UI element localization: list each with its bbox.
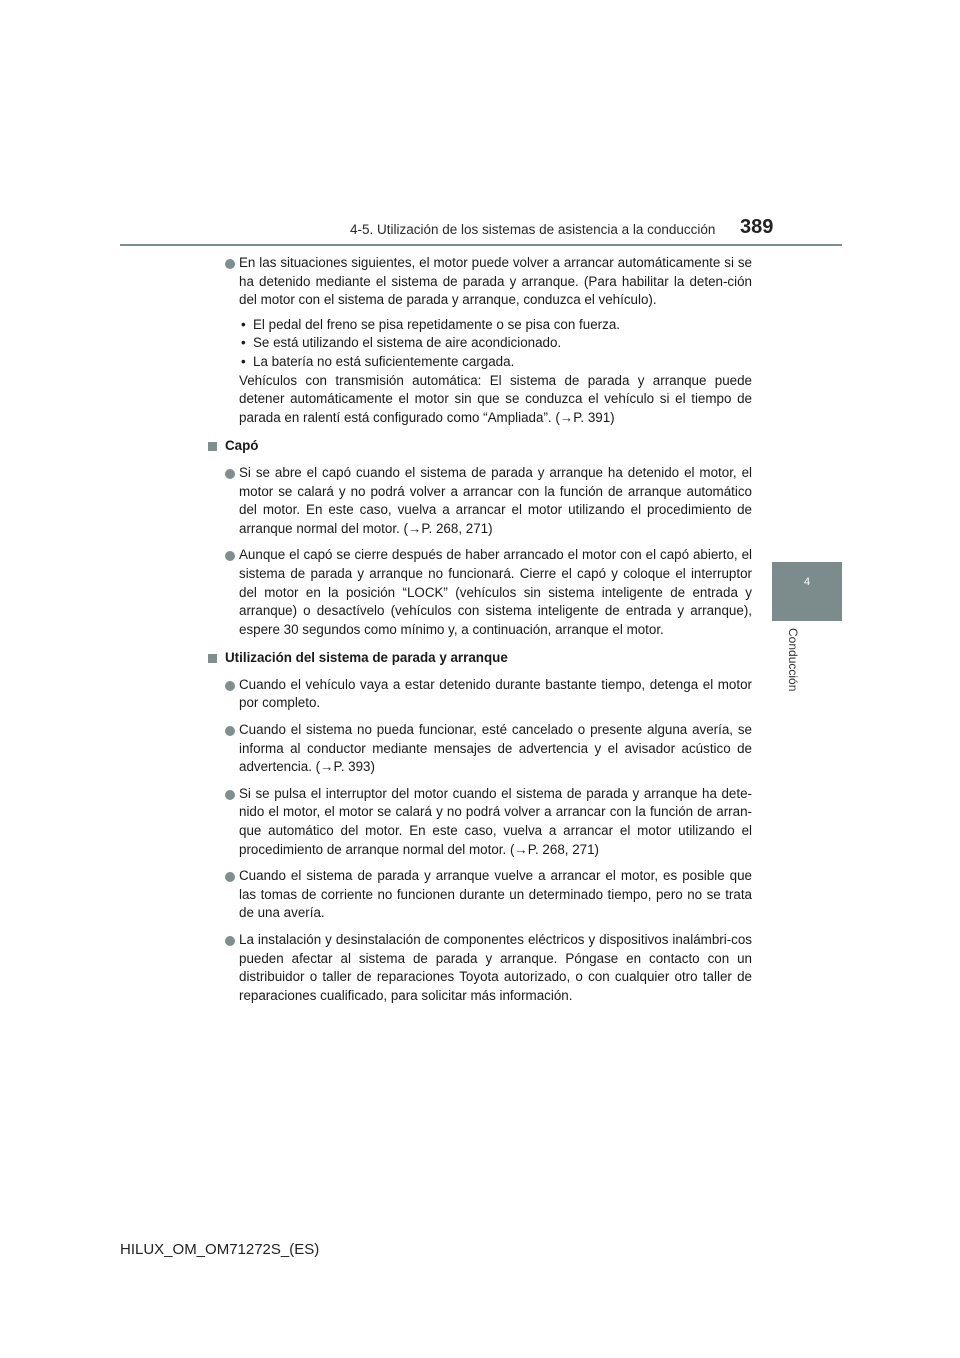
circle-bullet-icon bbox=[225, 726, 235, 736]
sub-note: Vehículos con transmisión automática: El sistema de parada y arranque puede detener automáticamente el motor sin que se conduzca el vehículo si el tiempo de parada en ralentí está configurado como “Ampliada”. (→P. 391) bbox=[239, 372, 752, 425]
sub-list bbox=[239, 316, 752, 428]
header-divider bbox=[120, 244, 842, 246]
bullet-item: Cuando el sistema de parada y arranque vuelve a arrancar el motor, es posible que las tomas de corriente no funcionen durante un determinado tiempo, pero no se trata de una avería. bbox=[206, 867, 752, 923]
small-dot-icon: • bbox=[241, 335, 246, 351]
page-content bbox=[206, 254, 752, 1013]
square-bullet-icon bbox=[208, 654, 217, 663]
bullet-item: Aunque el capó se cierre después de haber arrancado el motor con el capó abierto, el sistema de parada y arranque no funcionará. Cierre el capó y coloque el interruptor del motor en la posición “LOCK” (vehículos sin sistema inteligente de entrada y arranque) o desactívelo (vehículos con sistema inteligente de entrada y arranque), espere 30 segundos como mínimo y, a continuación, arranque el motor. bbox=[206, 546, 752, 639]
circle-bullet-icon bbox=[225, 469, 235, 479]
sub-list-item: • Se está utilizando el sistema de aire acondicionado. bbox=[239, 334, 752, 353]
circle-bullet-icon bbox=[225, 259, 235, 269]
chapter-tab[interactable] bbox=[772, 562, 842, 621]
chapter-tab-label: Conducción bbox=[786, 628, 800, 692]
chapter-header-title: 4-5. Utilización de los sistemas de asistencia a la conducción bbox=[350, 222, 716, 237]
bullet-text: En las situaciones siguientes, el motor puede volver a arrancar automáticamente si se ha detenido mediante el sistema de parada y arranque. (Para habilitar la deten-ción del motor con el sistema de parada y arranque, conduzca el vehículo). bbox=[239, 255, 752, 308]
circle-bullet-icon bbox=[225, 681, 235, 691]
chapter-tab-number: 4 bbox=[803, 576, 811, 588]
bullet-item: Si se pulsa el interruptor del motor cuando el sistema de parada y arranque ha dete-nido el motor, el motor se calará y no podrá volver a arrancar con la función de arran-que automático del motor. En este caso, vuelva a arrancar el motor utilizando el procedimiento de arranque normal del motor. (→P. 268, 271) bbox=[206, 785, 752, 859]
section-heading-capo: Capó bbox=[206, 437, 752, 456]
circle-bullet-icon bbox=[225, 872, 235, 882]
square-bullet-icon bbox=[208, 442, 217, 451]
page-number: 389 bbox=[740, 216, 774, 238]
bullet-item: La instalación y desinstalación de componentes eléctricos y dispositivos inalámbri-cos pueden afectar al sistema de parada y arranque. Póngase en contacto con un distribuidor o taller de reparaciones Toyota autorizado, o con cualquier otro taller de reparaciones cualificado, para solicitar más información. bbox=[206, 931, 752, 1005]
circle-bullet-icon bbox=[225, 790, 235, 800]
sub-list-item: • El pedal del freno se pisa repetidamente o se pisa con fuerza. bbox=[239, 316, 752, 335]
small-dot-icon: • bbox=[241, 353, 246, 369]
section-heading-utilizacion: Utilización del sistema de parada y arranque bbox=[206, 649, 752, 668]
small-dot-icon: • bbox=[241, 316, 246, 332]
document-code: HILUX_OM_OM71272S_(ES) bbox=[120, 1241, 320, 1258]
bullet-item: Si se abre el capó cuando el sistema de parada y arranque ha detenido el motor, el motor se calará y no podrá volver a arrancar con la función de arranque automático del motor. En este caso, vuelva a arrancar el motor utilizando el procedimiento de arranque normal del motor. (→P. 268, 271) bbox=[206, 464, 752, 538]
circle-bullet-icon bbox=[225, 936, 235, 946]
bullet-item: Cuando el vehículo vaya a estar detenido durante bastante tiempo, detenga el motor por completo. bbox=[206, 676, 752, 713]
bullet-item: Cuando el sistema no pueda funcionar, esté cancelado o presente alguna avería, se informa al conductor mediante mensajes de advertencia y el avisador acústico de advertencia. (→P. 393) bbox=[206, 721, 752, 777]
sub-list-item: • La batería no está suficientemente cargada. bbox=[239, 353, 752, 372]
bullet-item bbox=[206, 254, 752, 427]
circle-bullet-icon bbox=[225, 551, 235, 561]
